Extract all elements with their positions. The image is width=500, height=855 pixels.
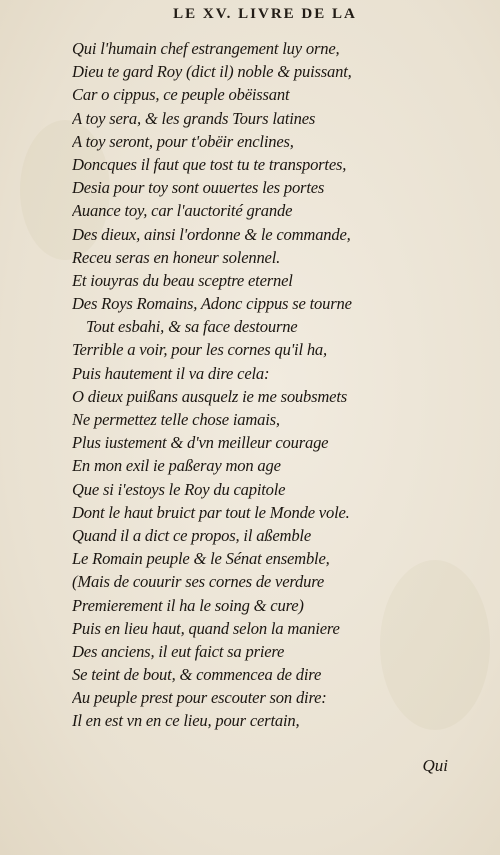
verse-line: Le Romain peuple & le Sénat ensemble, xyxy=(72,549,330,569)
verse-line: Il en est vn en ce lieu, pour certain, xyxy=(72,711,300,731)
verse-line: A toy seront, pour t'obëir enclines, xyxy=(72,131,294,151)
verse-line: Des Roys Romains, Adonc cippus se tourne xyxy=(72,294,352,314)
verse-line: Puis hautement il va dire cela: xyxy=(72,363,270,383)
verse-line: Tout esbahi, & sa face destourne xyxy=(86,317,298,337)
verse-line: Desia pour toy sont ouuertes les portes xyxy=(72,178,325,198)
verse-line: Quand il a dict ce propos, il aßemble xyxy=(72,525,312,545)
verse-line: Receu seras en honeur solennel. xyxy=(72,247,281,267)
verse-line: Se teint de bout, & commencea de dire xyxy=(72,665,322,685)
verse-line: Puis en lieu haut, quand selon la maniere xyxy=(72,618,340,638)
verse-line: En mon exil ie paßeray mon age xyxy=(72,456,281,476)
verse-line: Doncques il faut que tost tu te transportes, xyxy=(72,154,347,174)
verse-line: Dieu te gard Roy (dict il) noble & puissant, xyxy=(72,62,352,82)
verse-line: A toy sera, & les grands Tours latines xyxy=(72,108,316,128)
verse-line: Qui l'humain chef estrangement luy orne, xyxy=(72,39,340,58)
verse-line: Et iouyras du beau sceptre eternel xyxy=(72,270,293,290)
verse-line: O dieux puißans ausquelz ie me soubsmets xyxy=(72,386,347,406)
verse-line: (Mais de couurir ses cornes de verdure xyxy=(72,572,325,592)
verse-line: Premierement il ha le soing & cure) xyxy=(72,595,304,615)
verse-line: Des dieux, ainsi l'ordonne & le commande, xyxy=(72,224,351,244)
verse-line: Des anciens, il eut faict sa priere xyxy=(72,641,285,661)
verse-line: Au peuple prest pour escouter son dire: xyxy=(72,688,327,708)
verse-line: Auance toy, car l'auctorité grande xyxy=(72,201,293,221)
catchword: Qui xyxy=(422,756,448,775)
verse-line: Car o cippus, ce peuple obëissant xyxy=(72,85,290,105)
verse-line: Plus iustement & d'vn meilleur courage xyxy=(72,433,329,453)
verse-line: Ne permettez telle chose iamais, xyxy=(72,410,280,429)
verse-line: Que si i'estoys le Roy du capitole xyxy=(72,479,286,499)
running-header: LE XV. LIVRE DE LA xyxy=(173,6,357,22)
verse-line: Dont le haut bruict par tout le Monde vole. xyxy=(72,502,350,522)
verse-line: Terrible a voir, pour les cornes qu'il ha, xyxy=(72,340,327,360)
verse-block xyxy=(72,37,417,733)
